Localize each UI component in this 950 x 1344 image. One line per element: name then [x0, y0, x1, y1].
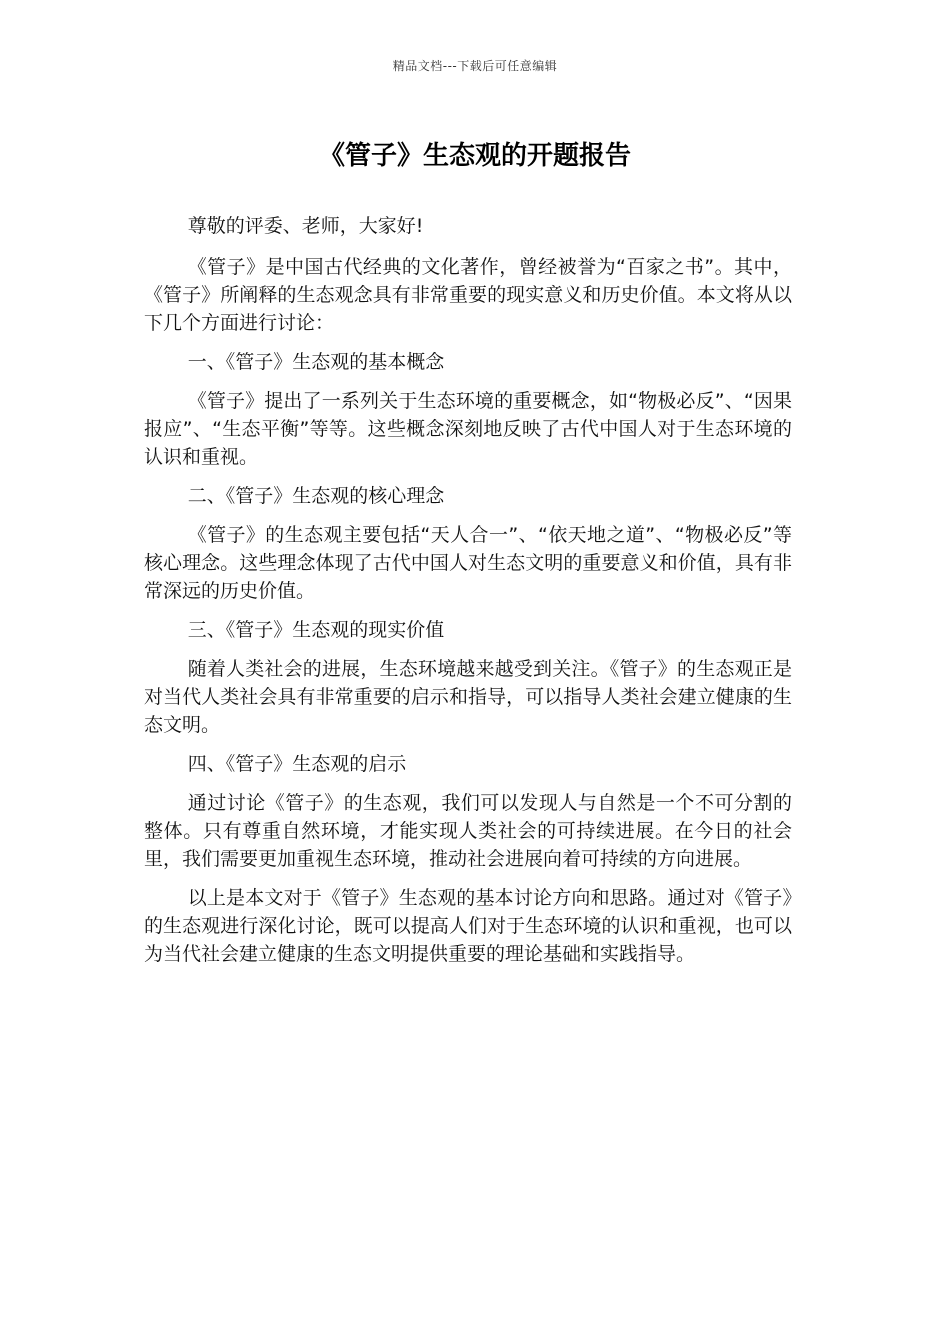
section-heading-3: 三、《管子》生态观的现实价值 [187, 619, 445, 641]
conclusion-paragraph: 以上是本文对于《管子》生态观的基本讨论方向和思路。通过对《管子》的生态观进行深化讨论，既可以提高人们对于生态环境的认识和重视，也可以为当代社会建立健康的生态文明提供重要的理论基础和实践指导。 [144, 887, 792, 965]
intro-paragraph: 《管子》是中国古代经典的文化著作，曾经被誉为“百家之书”。其中，《管子》所阐释的生态观念具有非常重要的现实意义和历史价值。本文将从以下几个方面进行讨论： [144, 256, 792, 334]
section-heading-1: 一、《管子》生态观的基本概念 [187, 351, 445, 373]
section-body-1: 《管子》提出了一系列关于生态环境的重要概念，如“物极必反”、“因果报应”、“生态平衡”等等。这些概念深刻地反映了古代中国人对于生态环境的认识和重视。 [144, 390, 792, 468]
document-title: 《管子》生态观的开题报告 [318, 141, 631, 171]
document-body [144, 212, 792, 979]
section-body-3: 随着人类社会的进展，生态环境越来越受到关注。《管子》的生态观正是对当代人类社会具有非常重要的启示和指导，可以指导人类社会建立健康的生态文明。 [144, 658, 792, 736]
section-body-2: 《管子》的生态观主要包括“天人合一”、“依天地之道”、“物极必反”等核心理念。这些理念体现了古代中国人对生态文明的重要意义和价值，具有非常深远的历史价值。 [144, 524, 792, 602]
section-heading-4: 四、《管子》生态观的启示 [187, 753, 407, 775]
section-body-4: 通过讨论《管子》的生态观，我们可以发现人与自然是一个不可分割的整体。只有尊重自然环境，才能实现人类社会的可持续进展。在今日的社会里，我们需要更加重视生态环境，推动社会进展向着可持续的方向进展。 [144, 792, 792, 870]
header-note: 精品文档---下载后可任意编辑 [392, 59, 558, 73]
section-heading-2: 二、《管子》生态观的核心理念 [187, 485, 445, 507]
greeting-paragraph: 尊敬的评委、老师，大家好! [187, 215, 424, 237]
